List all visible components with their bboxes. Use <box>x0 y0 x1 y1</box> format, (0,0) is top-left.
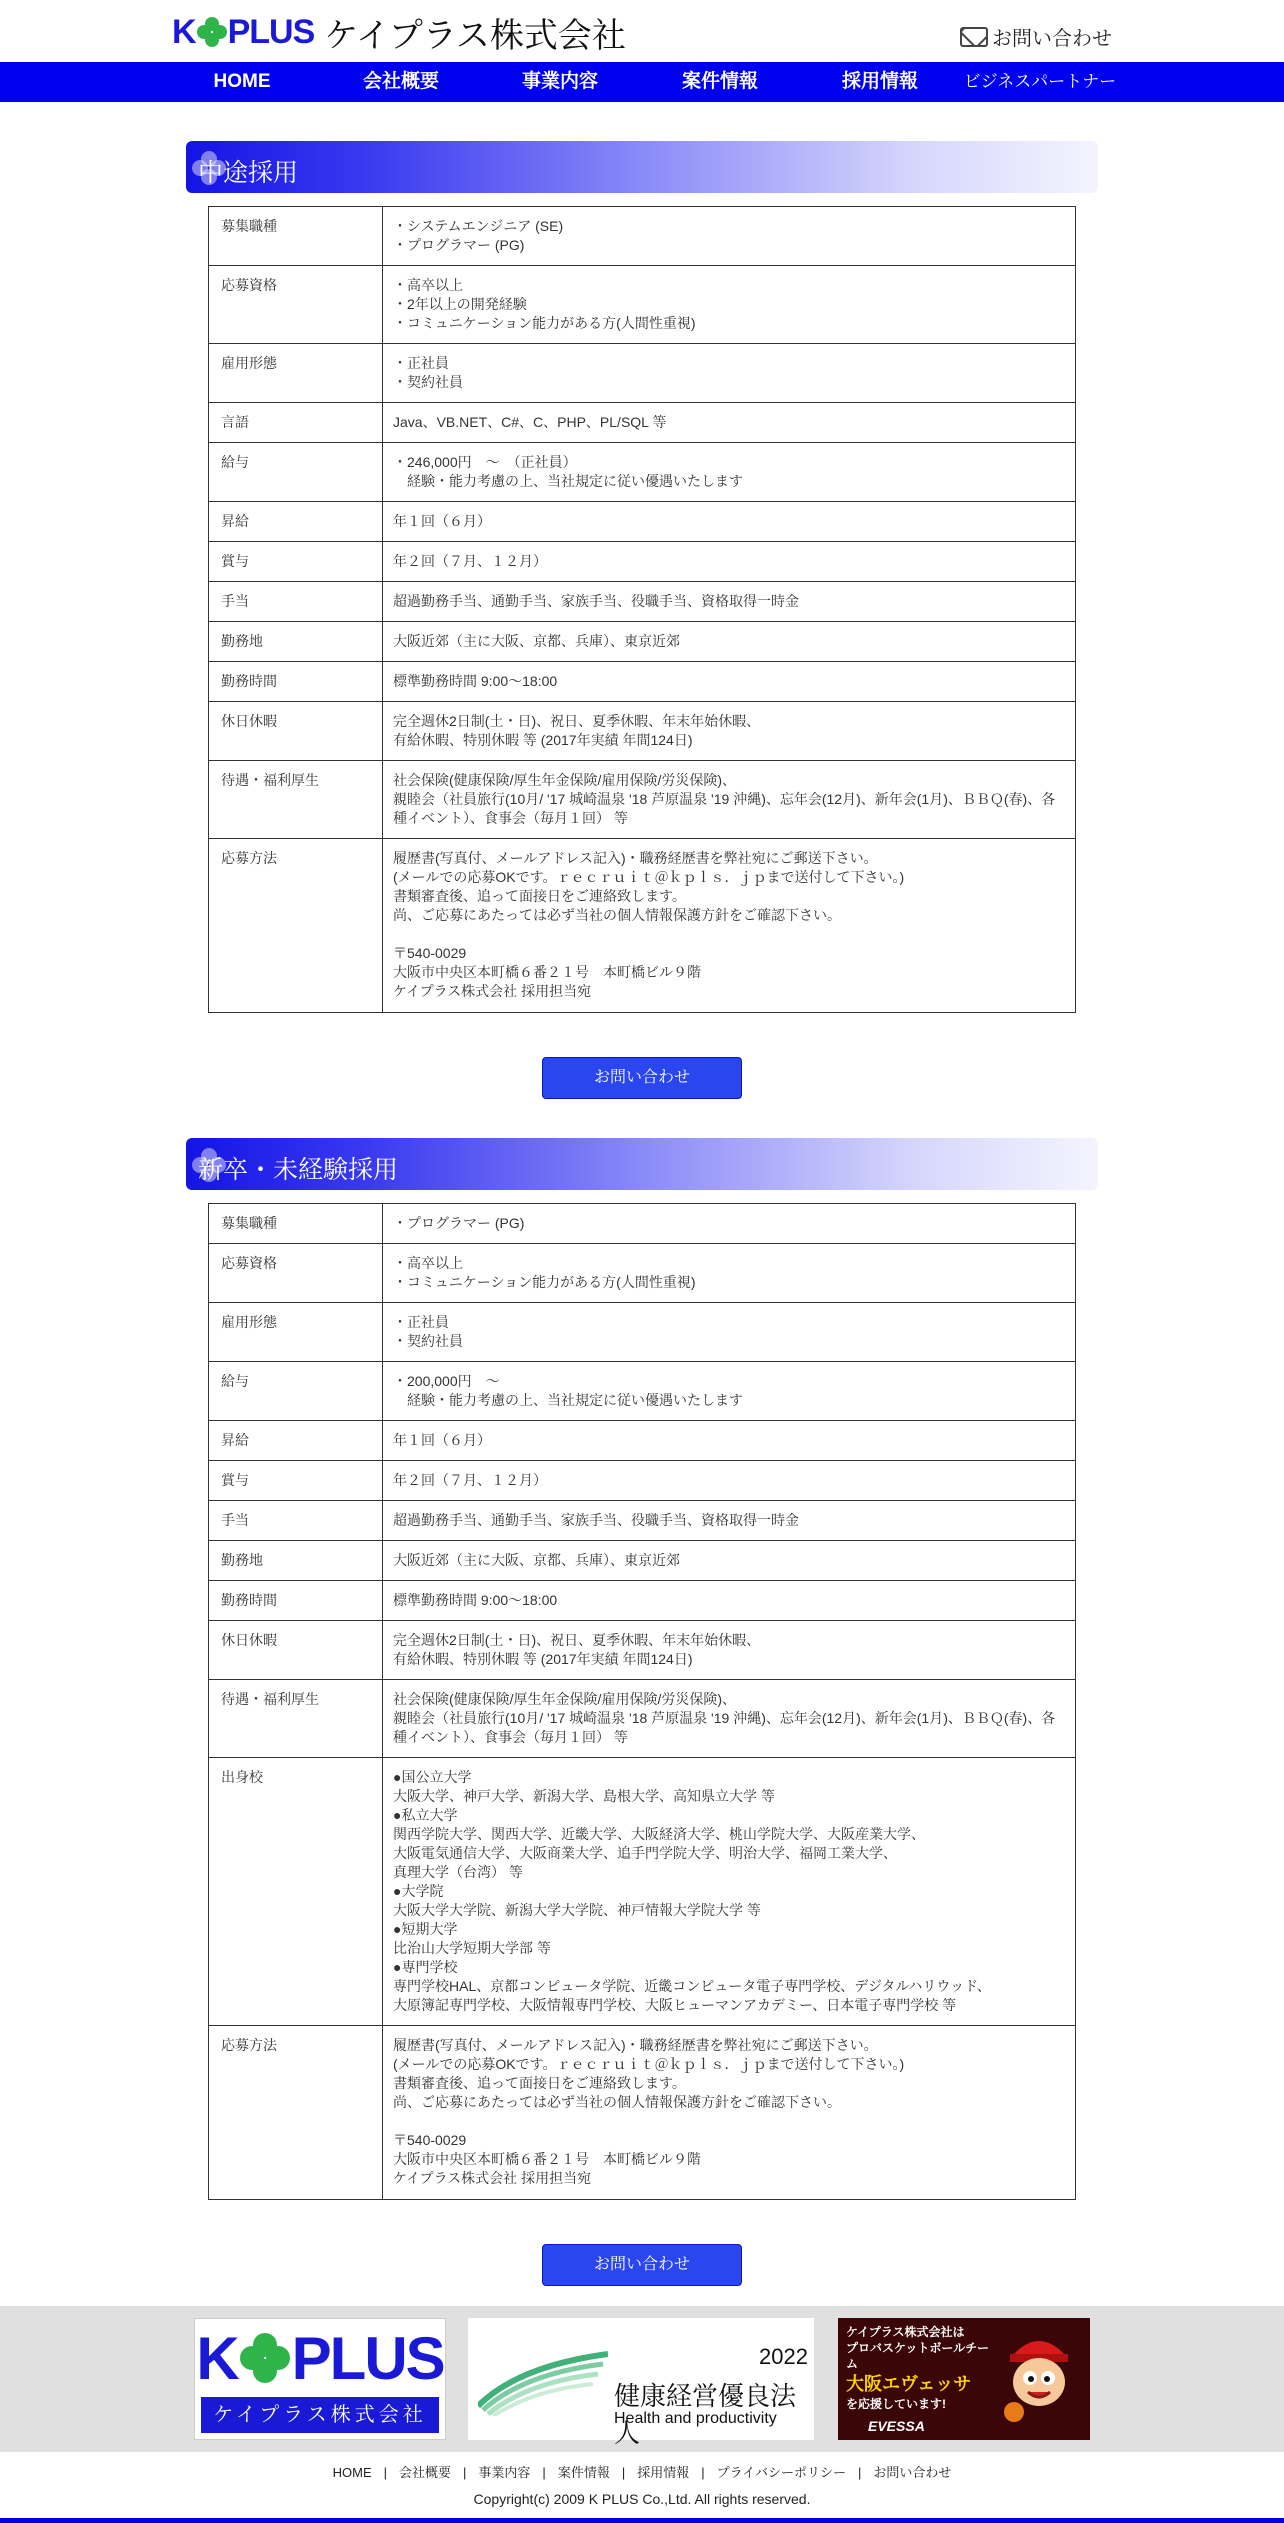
footer-link-company[interactable]: 会社概要 <box>399 2465 452 2480</box>
kplus-banner-logo <box>195 2319 445 2397</box>
kplus-banner-plus: PLUS <box>291 2324 444 2392</box>
row-label: 勤務地 <box>209 1541 383 1581</box>
row-label: 待遇・福利厚生 <box>209 1680 383 1758</box>
midcareer-table <box>208 206 1076 1013</box>
footer-separator: | <box>542 2465 546 2480</box>
logo-company-name: ケイプラス株式会社 <box>324 15 626 56</box>
row-value: ・システムエンジニア (SE) ・プログラマー (PG) <box>383 207 1076 266</box>
table-row <box>209 702 1076 761</box>
section-heading-newgrad <box>186 1138 1098 1190</box>
table-row <box>209 839 1076 1013</box>
nav-item-business[interactable]: 事業内容 <box>521 71 598 92</box>
footer-link-home[interactable]: HOME <box>332 2465 372 2480</box>
table-row <box>209 1421 1076 1461</box>
table-row <box>209 1501 1076 1541</box>
site-header <box>0 0 1284 62</box>
contact-button[interactable]: お問い合わせ <box>542 1057 742 1099</box>
evessa-line: ケイプラス株式会社は <box>846 2325 965 2339</box>
table-row <box>209 207 1076 266</box>
row-label: 勤務時間 <box>209 1581 383 1621</box>
health-productivity-banner[interactable] <box>468 2318 814 2449</box>
row-value: ・正社員 ・契約社員 <box>383 1303 1076 1362</box>
row-value: 完全週休2日制(土・日)、祝日、夏季休暇、年末年始休暇、 有給休暇、特別休暇 等 (2017年実績 年間124日) <box>383 702 1076 761</box>
table-row <box>209 1461 1076 1501</box>
table-row <box>209 2026 1076 2200</box>
row-value: 超過勤務手当、通勤手当、家族手当、役職手当、資格取得一時金 <box>383 582 1076 622</box>
evessa-banner[interactable] <box>838 2318 1090 2440</box>
row-label: 待遇・福利厚生 <box>209 761 383 839</box>
footer-link-privacy[interactable]: プライバシーポリシー <box>716 2465 846 2480</box>
row-label: 休日休暇 <box>209 702 383 761</box>
site-logo[interactable] <box>172 10 626 54</box>
main-nav <box>0 62 1284 102</box>
kplus-banner-company: ケイプラス株式会社 <box>201 2397 439 2433</box>
table-row <box>209 1621 1076 1680</box>
row-value: ・200,000円 ～ 経験・能力考慮の上、当社規定に従い優遇いたします <box>383 1362 1076 1421</box>
mail-icon <box>960 27 988 47</box>
table-row <box>209 403 1076 443</box>
footer-link-business[interactable]: 事業内容 <box>478 2465 531 2480</box>
nav-item-recruit[interactable]: 採用情報 <box>841 71 918 92</box>
clover-icon <box>240 2333 290 2383</box>
row-label: 応募方法 <box>209 2026 383 2200</box>
row-value: 年１回（６月） <box>383 502 1076 542</box>
table-row <box>209 266 1076 344</box>
row-value: 超過勤務手当、通勤手当、家族手当、役職手当、資格取得一時金 <box>383 1501 1076 1541</box>
table-row <box>209 1303 1076 1362</box>
kplus-banner[interactable] <box>194 2318 446 2440</box>
logo-plus-text: PLUS <box>227 12 315 51</box>
section-title: 新卒・未経験採用 <box>198 1155 399 1184</box>
table-row <box>209 1581 1076 1621</box>
row-value: 社会保険(健康保険/厚生年金保険/雇用保険/労災保険)、 親睦会（社員旅行(10月/ '17 城崎温泉 '18 芦原温泉 '19 沖縄)、忘年会(12月)、新年会(1月)、ＢＢＱ(春)、各種イベント）、食事会（毎月１回） 等 <box>383 761 1076 839</box>
footer-separator: | <box>701 2465 705 2480</box>
row-label: 言語 <box>209 403 383 443</box>
section-heading-midcareer <box>186 141 1098 193</box>
row-label: 昇給 <box>209 1421 383 1461</box>
footer-link-contact[interactable]: お問い合わせ <box>873 2465 952 2480</box>
evessa-team-name: 大阪エヴェッサ <box>846 2374 972 2394</box>
row-value: ●国公立大学 大阪大学、神戸大学、新潟大学、島根大学、高知県立大学 等 ●私立大学 関西学院大学、関西大学、近畿大学、大阪経済大学、桃山学院大学、大阪産業大学、 大阪電気通信大学、大阪商業大学、追手門学院大学、明治大学、福岡工業大学、 真理大学（台湾） 等 ●大学院 大阪大学大学院、新潟大学大学院、神戸情報大学院大学 等 ●短期大学 比治山大学短期大学部 等 ●専門学校 専門学校HAL、京都コンピュータ学院、近畿コンピュータ電子専門学校、デジタルハリウッド、 大原簿記専門学校、大阪情報専門学校、大阪ヒューマンアカデミー、日本電子専門学校 等 <box>383 1758 1076 2026</box>
contact-button[interactable]: お問い合わせ <box>542 2244 742 2286</box>
table-row <box>209 761 1076 839</box>
row-value: 標準勤務時間 9:00～18:00 <box>383 662 1076 702</box>
evessa-text <box>846 2324 996 2412</box>
footer-separator: | <box>383 2465 387 2480</box>
table-row <box>209 1362 1076 1421</box>
footer-separator: | <box>463 2465 467 2480</box>
nav-item-partner[interactable]: ビジネスパートナー <box>963 72 1117 91</box>
evessa-line: を応援しています! <box>846 2397 946 2411</box>
kplus-banner-k: K <box>196 2324 238 2392</box>
row-label: 手当 <box>209 582 383 622</box>
row-label: 雇用形態 <box>209 1303 383 1362</box>
row-value: 年２回（７月、１２月） <box>383 1461 1076 1501</box>
row-label: 募集職種 <box>209 207 383 266</box>
evessa-line: プロバスケットボールチーム <box>846 2341 990 2371</box>
table-row <box>209 542 1076 582</box>
health-wave-icon <box>478 2346 608 2416</box>
row-value: ・プログラマー (PG) <box>383 1204 1076 1244</box>
row-value: Java、VB.NET、C#、C、PHP、PL/SQL 等 <box>383 403 1076 443</box>
table-row <box>209 662 1076 702</box>
footer-nav <box>0 2462 1284 2481</box>
row-value: 履歴書(写真付、メールアドレス記入)・職務経歴書を弊社宛にご郵送下さい。 (メールでの応募OKです。ｒｅｃｒｕｉｔ＠ｋｐｌｓ．ｊｐまで送付して下さい。) 書類審査後、追って面接日をご連絡致します。 尚、ご応募にあたっては必ず当社の個人情報保護方針をご確認下さい。 〒540-0029 大阪市中央区本町橋６番２１号 本町橋ビル９階 ケイプラス株式会社 採用担当宛 <box>383 2026 1076 2200</box>
row-value: 大阪近郊（主に大阪、京都、兵庫）、東京近郊 <box>383 1541 1076 1581</box>
row-value: 大阪近郊（主に大阪、京都、兵庫）、東京近郊 <box>383 622 1076 662</box>
nav-item-home[interactable]: HOME <box>213 71 271 92</box>
table-row <box>209 622 1076 662</box>
table-row <box>209 582 1076 622</box>
row-value: ・246,000円 ～ （正社員） 経験・能力考慮の上、当社規定に従い優遇いたします <box>383 443 1076 502</box>
table-row <box>209 1204 1076 1244</box>
row-label: 給与 <box>209 1362 383 1421</box>
row-label: 雇用形態 <box>209 344 383 403</box>
footer-separator: | <box>621 2465 626 2480</box>
row-value: 履歴書(写真付、メールアドレス記入)・職務経歴書を弊社宛にご郵送下さい。 (メールでの応募OKです。ｒｅｃｒｕｉｔ＠ｋｐｌｓ．ｊｐまで送付して下さい。) 書類審査後、追って面接日をご連絡致します。 尚、ご応募にあたっては必ず当社の個人情報保護方針をご確認下さい。 〒540-0029 大阪市中央区本町橋６番２１号 本町橋ビル９階 ケイプラス株式会社 採用担当宛 <box>383 839 1076 1013</box>
newgrad-table <box>208 1203 1076 2200</box>
row-value: 年１回（６月） <box>383 1421 1076 1461</box>
row-label: 昇給 <box>209 502 383 542</box>
table-row <box>209 502 1076 542</box>
row-label: 出身校 <box>209 1758 383 2026</box>
header-contact-label: お問い合わせ <box>992 28 1112 50</box>
clover-icon <box>197 17 227 47</box>
table-row <box>209 443 1076 502</box>
table-row <box>209 1758 1076 2026</box>
copyright: Copyright(c) 2009 K PLUS Co.,Ltd. All rights reserved. <box>473 2491 811 2507</box>
row-label: 応募方法 <box>209 839 383 1013</box>
row-value: 社会保険(健康保険/厚生年金保険/雇用保険/労災保険)、 親睦会（社員旅行(10月/ '17 城崎温泉 '18 芦原温泉 '19 沖縄)、忘年会(12月)、新年会(1月)、ＢＢＱ(春)、各種イベント）、食事会（毎月１回） 等 <box>383 1680 1076 1758</box>
table-row <box>209 344 1076 403</box>
row-value: 年２回（７月、１２月） <box>383 542 1076 582</box>
header-contact-link[interactable] <box>960 22 1112 51</box>
row-label: 手当 <box>209 1501 383 1541</box>
section-title: 中途採用 <box>198 158 299 187</box>
health-title: 健康経営優良法人 <box>614 2382 797 2449</box>
row-label: 勤務地 <box>209 622 383 662</box>
row-label: 勤務時間 <box>209 662 383 702</box>
nav-item-company[interactable]: 会社概要 <box>362 71 439 92</box>
row-value: ・正社員 ・契約社員 <box>383 344 1076 403</box>
table-row <box>209 1680 1076 1758</box>
row-label: 賞与 <box>209 1461 383 1501</box>
footer-link-projects[interactable]: 案件情報 <box>557 2465 610 2480</box>
row-label: 応募資格 <box>209 1244 383 1303</box>
health-subtitle: Health and productivity <box>614 2410 777 2427</box>
table-row <box>209 1541 1076 1581</box>
row-value: ・高卒以上 ・2年以上の開発経験 ・コミュニケーション能力がある方(人間性重視) <box>383 266 1076 344</box>
footer-bottom-bar <box>0 2518 1284 2523</box>
row-value: ・高卒以上 ・コミュニケーション能力がある方(人間性重視) <box>383 1244 1076 1303</box>
row-value: 完全週休2日制(土・日)、祝日、夏季休暇、年末年始休暇、 有給休暇、特別休暇 等 (2017年実績 年間124日) <box>383 1621 1076 1680</box>
evessa-logo: EVESSA <box>868 2418 925 2434</box>
row-value: 標準勤務時間 9:00～18:00 <box>383 1581 1076 1621</box>
health-year: 2022 <box>759 2344 808 2369</box>
row-label: 給与 <box>209 443 383 502</box>
footer-link-recruit[interactable]: 採用情報 <box>637 2465 690 2480</box>
nav-item-projects[interactable]: 案件情報 <box>681 71 758 92</box>
mascot-icon <box>1002 2326 1076 2426</box>
row-label: 休日休暇 <box>209 1621 383 1680</box>
row-label: 募集職種 <box>209 1204 383 1244</box>
row-label: 賞与 <box>209 542 383 582</box>
footer-separator: | <box>857 2465 862 2480</box>
logo-k-text: K <box>172 12 196 51</box>
row-label: 応募資格 <box>209 266 383 344</box>
table-row <box>209 1244 1076 1303</box>
footer-banner-band <box>0 2306 1284 2452</box>
